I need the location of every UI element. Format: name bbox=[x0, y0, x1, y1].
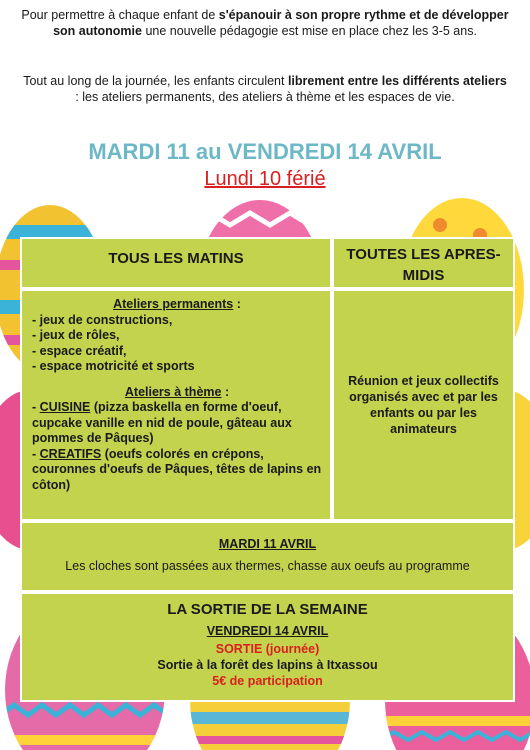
outing-title: LA SORTIE DE LA SEMAINE bbox=[167, 601, 368, 618]
permanent-item: - jeux de constructions, bbox=[32, 312, 173, 327]
intro-text: une nouvelle pédagogie est mise en place chez les 3-5 ans. bbox=[141, 23, 477, 38]
themed-workshops-suffix: : bbox=[221, 384, 230, 399]
permanent-workshops-label: Ateliers permanents bbox=[113, 297, 234, 311]
outing-price: 5€ de participation bbox=[212, 674, 323, 688]
permanent-item: - espace motricité et sports bbox=[32, 359, 195, 373]
intro-text-bold: s'épanouir à son propre rythme et de développer son autonomie bbox=[53, 8, 509, 38]
outing-label: SORTIE (journée) bbox=[215, 642, 320, 656]
themed-workshops-label: Ateliers à thème bbox=[124, 384, 222, 399]
intro-paragraph-2 bbox=[20, 74, 510, 105]
intro-text: Tout au long de la journée, les enfants circulent bbox=[23, 74, 288, 88]
themed-group-prefix: - bbox=[32, 446, 40, 461]
morning-activities-box bbox=[20, 289, 332, 521]
intro-text: : les ateliers permanents, des ateliers à thème et les espaces de vie. bbox=[75, 89, 455, 104]
afternoon-header: TOUTES LES APRES-MIDIS bbox=[346, 246, 501, 284]
outing-date: VENDREDI 14 AVRIL bbox=[206, 624, 329, 638]
date-range-title: MARDI 11 au VENDREDI 14 AVRIL bbox=[88, 139, 442, 164]
tuesday-title: MARDI 11 AVRIL bbox=[218, 537, 317, 551]
tuesday-event-box bbox=[20, 521, 515, 592]
intro-text-bold: librement entre les différents ateliers bbox=[287, 74, 507, 88]
outing-place: Sortie à la forêt des lapins à Itxassou bbox=[157, 658, 378, 672]
permanent-item: - espace créatif, bbox=[32, 343, 127, 358]
permanent-workshops-title bbox=[32, 297, 322, 313]
themed-group-label: CUISINE bbox=[39, 400, 91, 414]
permanent-item: - jeux de rôles, bbox=[32, 328, 120, 342]
themed-group-label: CREATIFS bbox=[39, 446, 102, 461]
afternoon-activities-box bbox=[332, 289, 515, 521]
themed-group-prefix: - bbox=[32, 400, 40, 414]
themed-workshops-title bbox=[32, 385, 322, 401]
weekly-outing-box bbox=[20, 592, 515, 702]
tuesday-text: Les cloches sont passées aux thermes, chasse aux oeufs au programme bbox=[65, 559, 470, 573]
intro-text: Pour permettre à chaque enfant de bbox=[21, 8, 219, 22]
afternoon-text: Réunion et jeux collectifs organisés avec et par les enfants ou par les animateurs bbox=[348, 374, 499, 436]
afternoon-header-box bbox=[332, 237, 515, 289]
themed-group-creatifs bbox=[32, 447, 322, 494]
morning-header-box bbox=[20, 237, 332, 289]
permanent-workshops-suffix: : bbox=[233, 297, 241, 311]
holiday-notice: Lundi 10 férié bbox=[204, 168, 326, 190]
themed-group-cuisine bbox=[32, 400, 322, 447]
themed-group-text: (oeufs colorés en crépons, couronnes d'oeufs de Pâques, têtes de lapins en côton) bbox=[32, 446, 322, 492]
intro-paragraph-1 bbox=[20, 8, 510, 39]
morning-header: TOUS LES MATINS bbox=[108, 250, 244, 267]
themed-group-text: (pizza baskella en forme d'oeuf, cupcake vanille en nid de poule, gâteau aux pommes de Pâques) bbox=[32, 400, 292, 445]
